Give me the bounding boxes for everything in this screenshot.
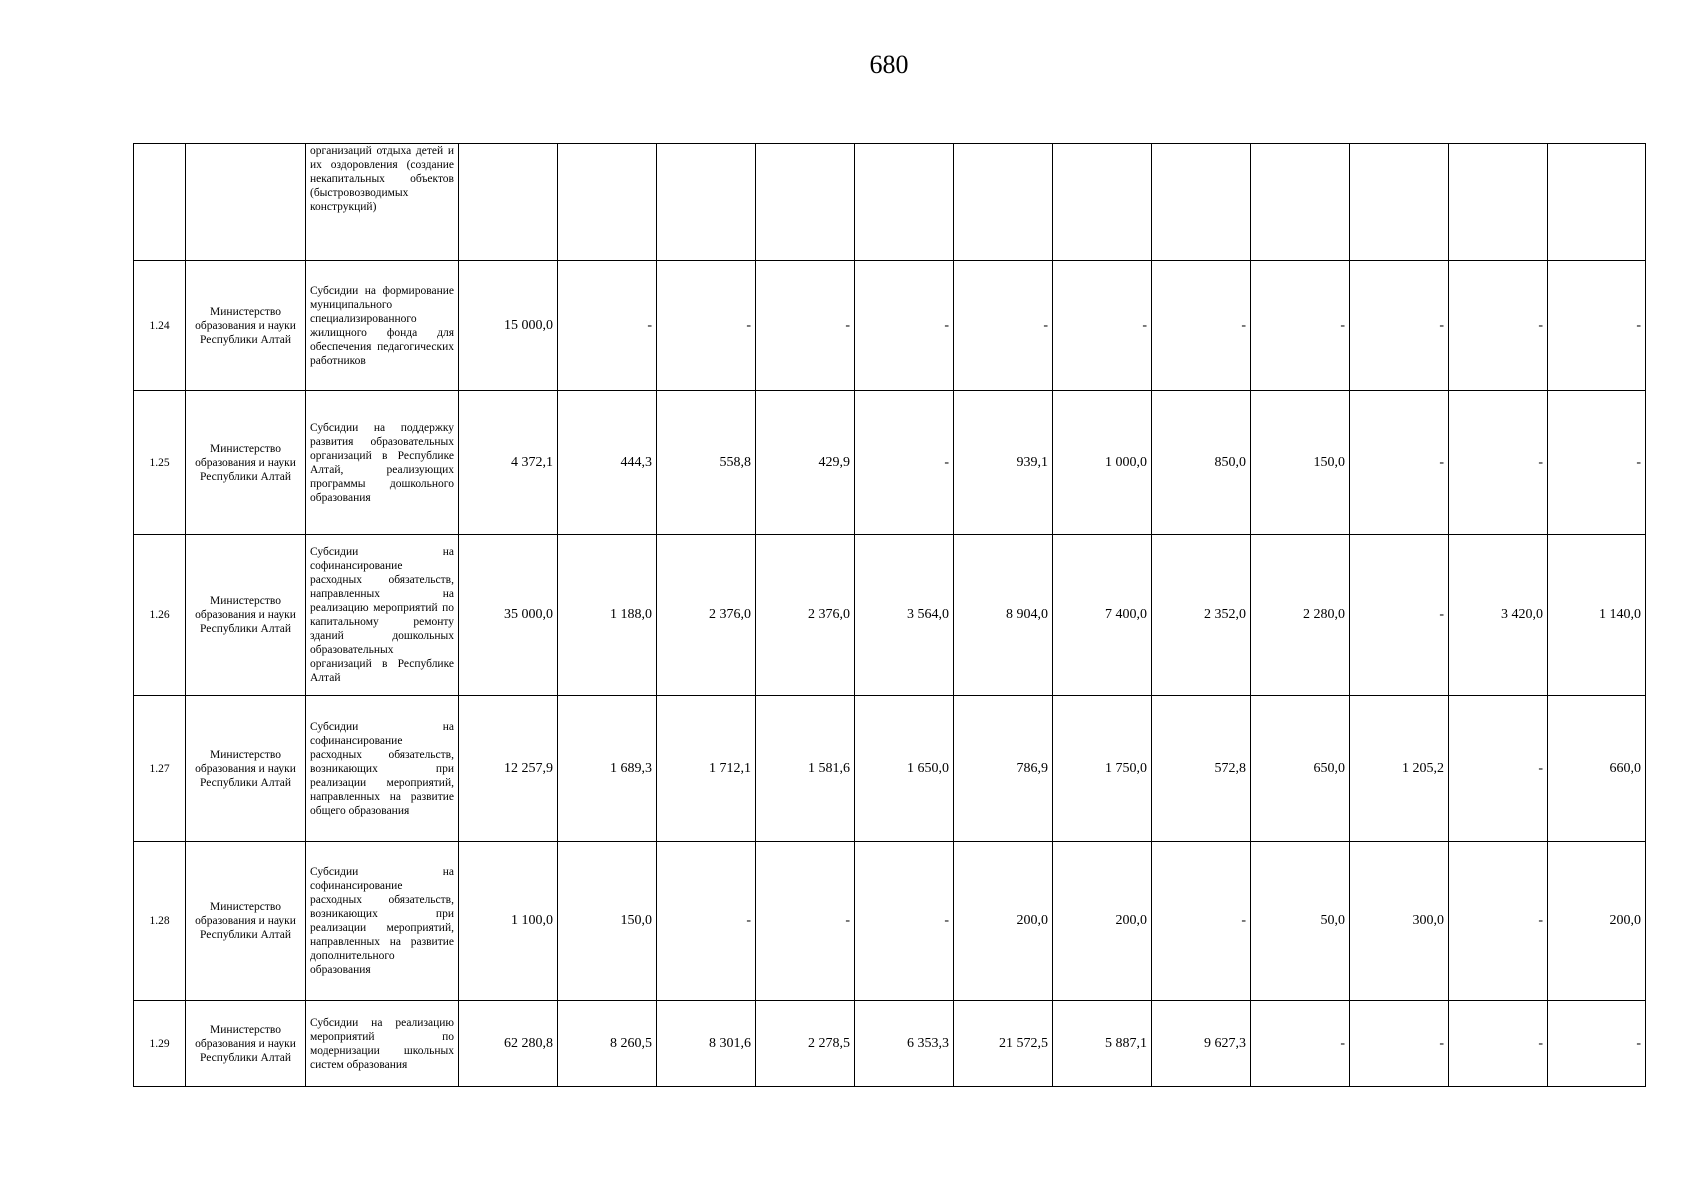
amount-cell: - [558, 261, 657, 391]
row-number [134, 144, 186, 261]
amount-cell: - [756, 842, 855, 1001]
amount-cell: 3 564,0 [855, 535, 954, 696]
responsible-executor: Министерство образования и науки Республики Алтай [186, 535, 306, 696]
amount-cell: 1 188,0 [558, 535, 657, 696]
amount-cell: - [657, 842, 756, 1001]
amount-cell [1449, 144, 1548, 261]
amount-cell: 1 750,0 [1053, 696, 1152, 842]
amount-cell: 572,8 [1152, 696, 1251, 842]
amount-cell: 1 140,0 [1548, 535, 1646, 696]
amount-cell: 1 100,0 [459, 842, 558, 1001]
measure-description: Субсидии на поддержку развития образовательных организаций в Республике Алтай, реализующих программы дошкольного образования [306, 391, 459, 535]
amount-cell: 50,0 [1251, 842, 1350, 1001]
row-number: 1.27 [134, 696, 186, 842]
amount-cell: 1 650,0 [855, 696, 954, 842]
amount-cell: 444,3 [558, 391, 657, 535]
amount-cell: 1 712,1 [657, 696, 756, 842]
amount-cell: - [855, 391, 954, 535]
amount-cell [459, 144, 558, 261]
measure-description: Субсидии на софинансирование расходных обязательств, направленных на реализацию мероприятий по капитальному ремонту зданий дошкольных образовательных организаций в Республике Алтай [306, 535, 459, 696]
amount-cell [954, 144, 1053, 261]
amount-cell: 8 301,6 [657, 1001, 756, 1087]
amount-cell [657, 144, 756, 261]
row-number: 1.25 [134, 391, 186, 535]
amount-cell: - [1449, 842, 1548, 1001]
amount-cell: 15 000,0 [459, 261, 558, 391]
amount-cell: 21 572,5 [954, 1001, 1053, 1087]
amount-cell: - [855, 842, 954, 1001]
amount-cell [1053, 144, 1152, 261]
amount-cell: 7 400,0 [1053, 535, 1152, 696]
amount-cell: 1 581,6 [756, 696, 855, 842]
amount-cell: 650,0 [1251, 696, 1350, 842]
amount-cell: 2 376,0 [657, 535, 756, 696]
amount-cell: - [1350, 1001, 1449, 1087]
amount-cell: 1 000,0 [1053, 391, 1152, 535]
amount-cell: 1 689,3 [558, 696, 657, 842]
amount-cell: - [1251, 261, 1350, 391]
amount-cell: 2 280,0 [1251, 535, 1350, 696]
amount-cell: 2 352,0 [1152, 535, 1251, 696]
amount-cell: 300,0 [1350, 842, 1449, 1001]
amount-cell: - [1152, 842, 1251, 1001]
responsible-executor: Министерство образования и науки Республики Алтай [186, 842, 306, 1001]
amount-cell: 200,0 [954, 842, 1053, 1001]
amount-cell: 6 353,3 [855, 1001, 954, 1087]
measure-description: Субсидии на формирование муниципального специализированного жилищного фонда для обеспечения педагогических работников [306, 261, 459, 391]
row-number: 1.29 [134, 1001, 186, 1087]
table-row [134, 696, 1646, 842]
amount-cell: - [1449, 1001, 1548, 1087]
table-row [134, 1001, 1646, 1087]
amount-cell: 8 260,5 [558, 1001, 657, 1087]
amount-cell: 4 372,1 [459, 391, 558, 535]
measure-description: Субсидии на софинансирование расходных обязательств, возникающих при реализации мероприятий, направленных на развитие общего образования [306, 696, 459, 842]
amount-cell: - [855, 261, 954, 391]
amount-cell [558, 144, 657, 261]
table-body [134, 144, 1646, 1087]
responsible-executor [186, 144, 306, 261]
amount-cell: 558,8 [657, 391, 756, 535]
amount-cell: 786,9 [954, 696, 1053, 842]
amount-cell: 939,1 [954, 391, 1053, 535]
measure-description: организаций отдыха детей и их оздоровления (создание некапитальных объектов (быстровозводимых конструкций) [306, 144, 459, 261]
amount-cell [855, 144, 954, 261]
amount-cell: 8 904,0 [954, 535, 1053, 696]
amount-cell: 150,0 [1251, 391, 1350, 535]
responsible-executor: Министерство образования и науки Республики Алтай [186, 696, 306, 842]
amount-cell [1251, 144, 1350, 261]
amount-cell: 200,0 [1053, 842, 1152, 1001]
table-row [134, 261, 1646, 391]
amount-cell: - [1251, 1001, 1350, 1087]
amount-cell: 1 205,2 [1350, 696, 1449, 842]
row-number: 1.24 [134, 261, 186, 391]
amount-cell: 2 376,0 [756, 535, 855, 696]
amount-cell: 200,0 [1548, 842, 1646, 1001]
amount-cell: 3 420,0 [1449, 535, 1548, 696]
row-number: 1.28 [134, 842, 186, 1001]
amount-cell: 9 627,3 [1152, 1001, 1251, 1087]
amount-cell [756, 144, 855, 261]
measure-description: Субсидии на реализацию мероприятий по модернизации школьных систем образования [306, 1001, 459, 1087]
table-row [134, 535, 1646, 696]
amount-cell: - [756, 261, 855, 391]
amount-cell: - [954, 261, 1053, 391]
responsible-executor: Министерство образования и науки Республики Алтай [186, 391, 306, 535]
responsible-executor: Министерство образования и науки Республики Алтай [186, 261, 306, 391]
amount-cell: 62 280,8 [459, 1001, 558, 1087]
amount-cell: - [1449, 696, 1548, 842]
amount-cell [1152, 144, 1251, 261]
amount-cell: - [1548, 261, 1646, 391]
amount-cell: 2 278,5 [756, 1001, 855, 1087]
amount-cell: 660,0 [1548, 696, 1646, 842]
responsible-executor: Министерство образования и науки Республики Алтай [186, 1001, 306, 1087]
amount-cell: 429,9 [756, 391, 855, 535]
amount-cell: - [1053, 261, 1152, 391]
amount-cell [1548, 144, 1646, 261]
page-number: 680 [869, 50, 909, 79]
amount-cell: 5 887,1 [1053, 1001, 1152, 1087]
amount-cell: - [1350, 261, 1449, 391]
amount-cell: 35 000,0 [459, 535, 558, 696]
table-row [134, 391, 1646, 535]
measure-description: Субсидии на софинансирование расходных обязательств, возникающих при реализации мероприятий, направленных на развитие дополнительного образования [306, 842, 459, 1001]
amount-cell: - [1548, 1001, 1646, 1087]
amount-cell: 12 257,9 [459, 696, 558, 842]
amount-cell: - [1449, 261, 1548, 391]
amount-cell: 150,0 [558, 842, 657, 1001]
amount-cell: - [1548, 391, 1646, 535]
amount-cell: - [1449, 391, 1548, 535]
amount-cell: - [657, 261, 756, 391]
amount-cell: - [1350, 391, 1449, 535]
amount-cell: 850,0 [1152, 391, 1251, 535]
row-number: 1.26 [134, 535, 186, 696]
table-row [134, 842, 1646, 1001]
amount-cell: - [1350, 535, 1449, 696]
budget-table [133, 143, 1646, 1087]
amount-cell: - [1152, 261, 1251, 391]
table-row [134, 144, 1646, 261]
amount-cell [1350, 144, 1449, 261]
